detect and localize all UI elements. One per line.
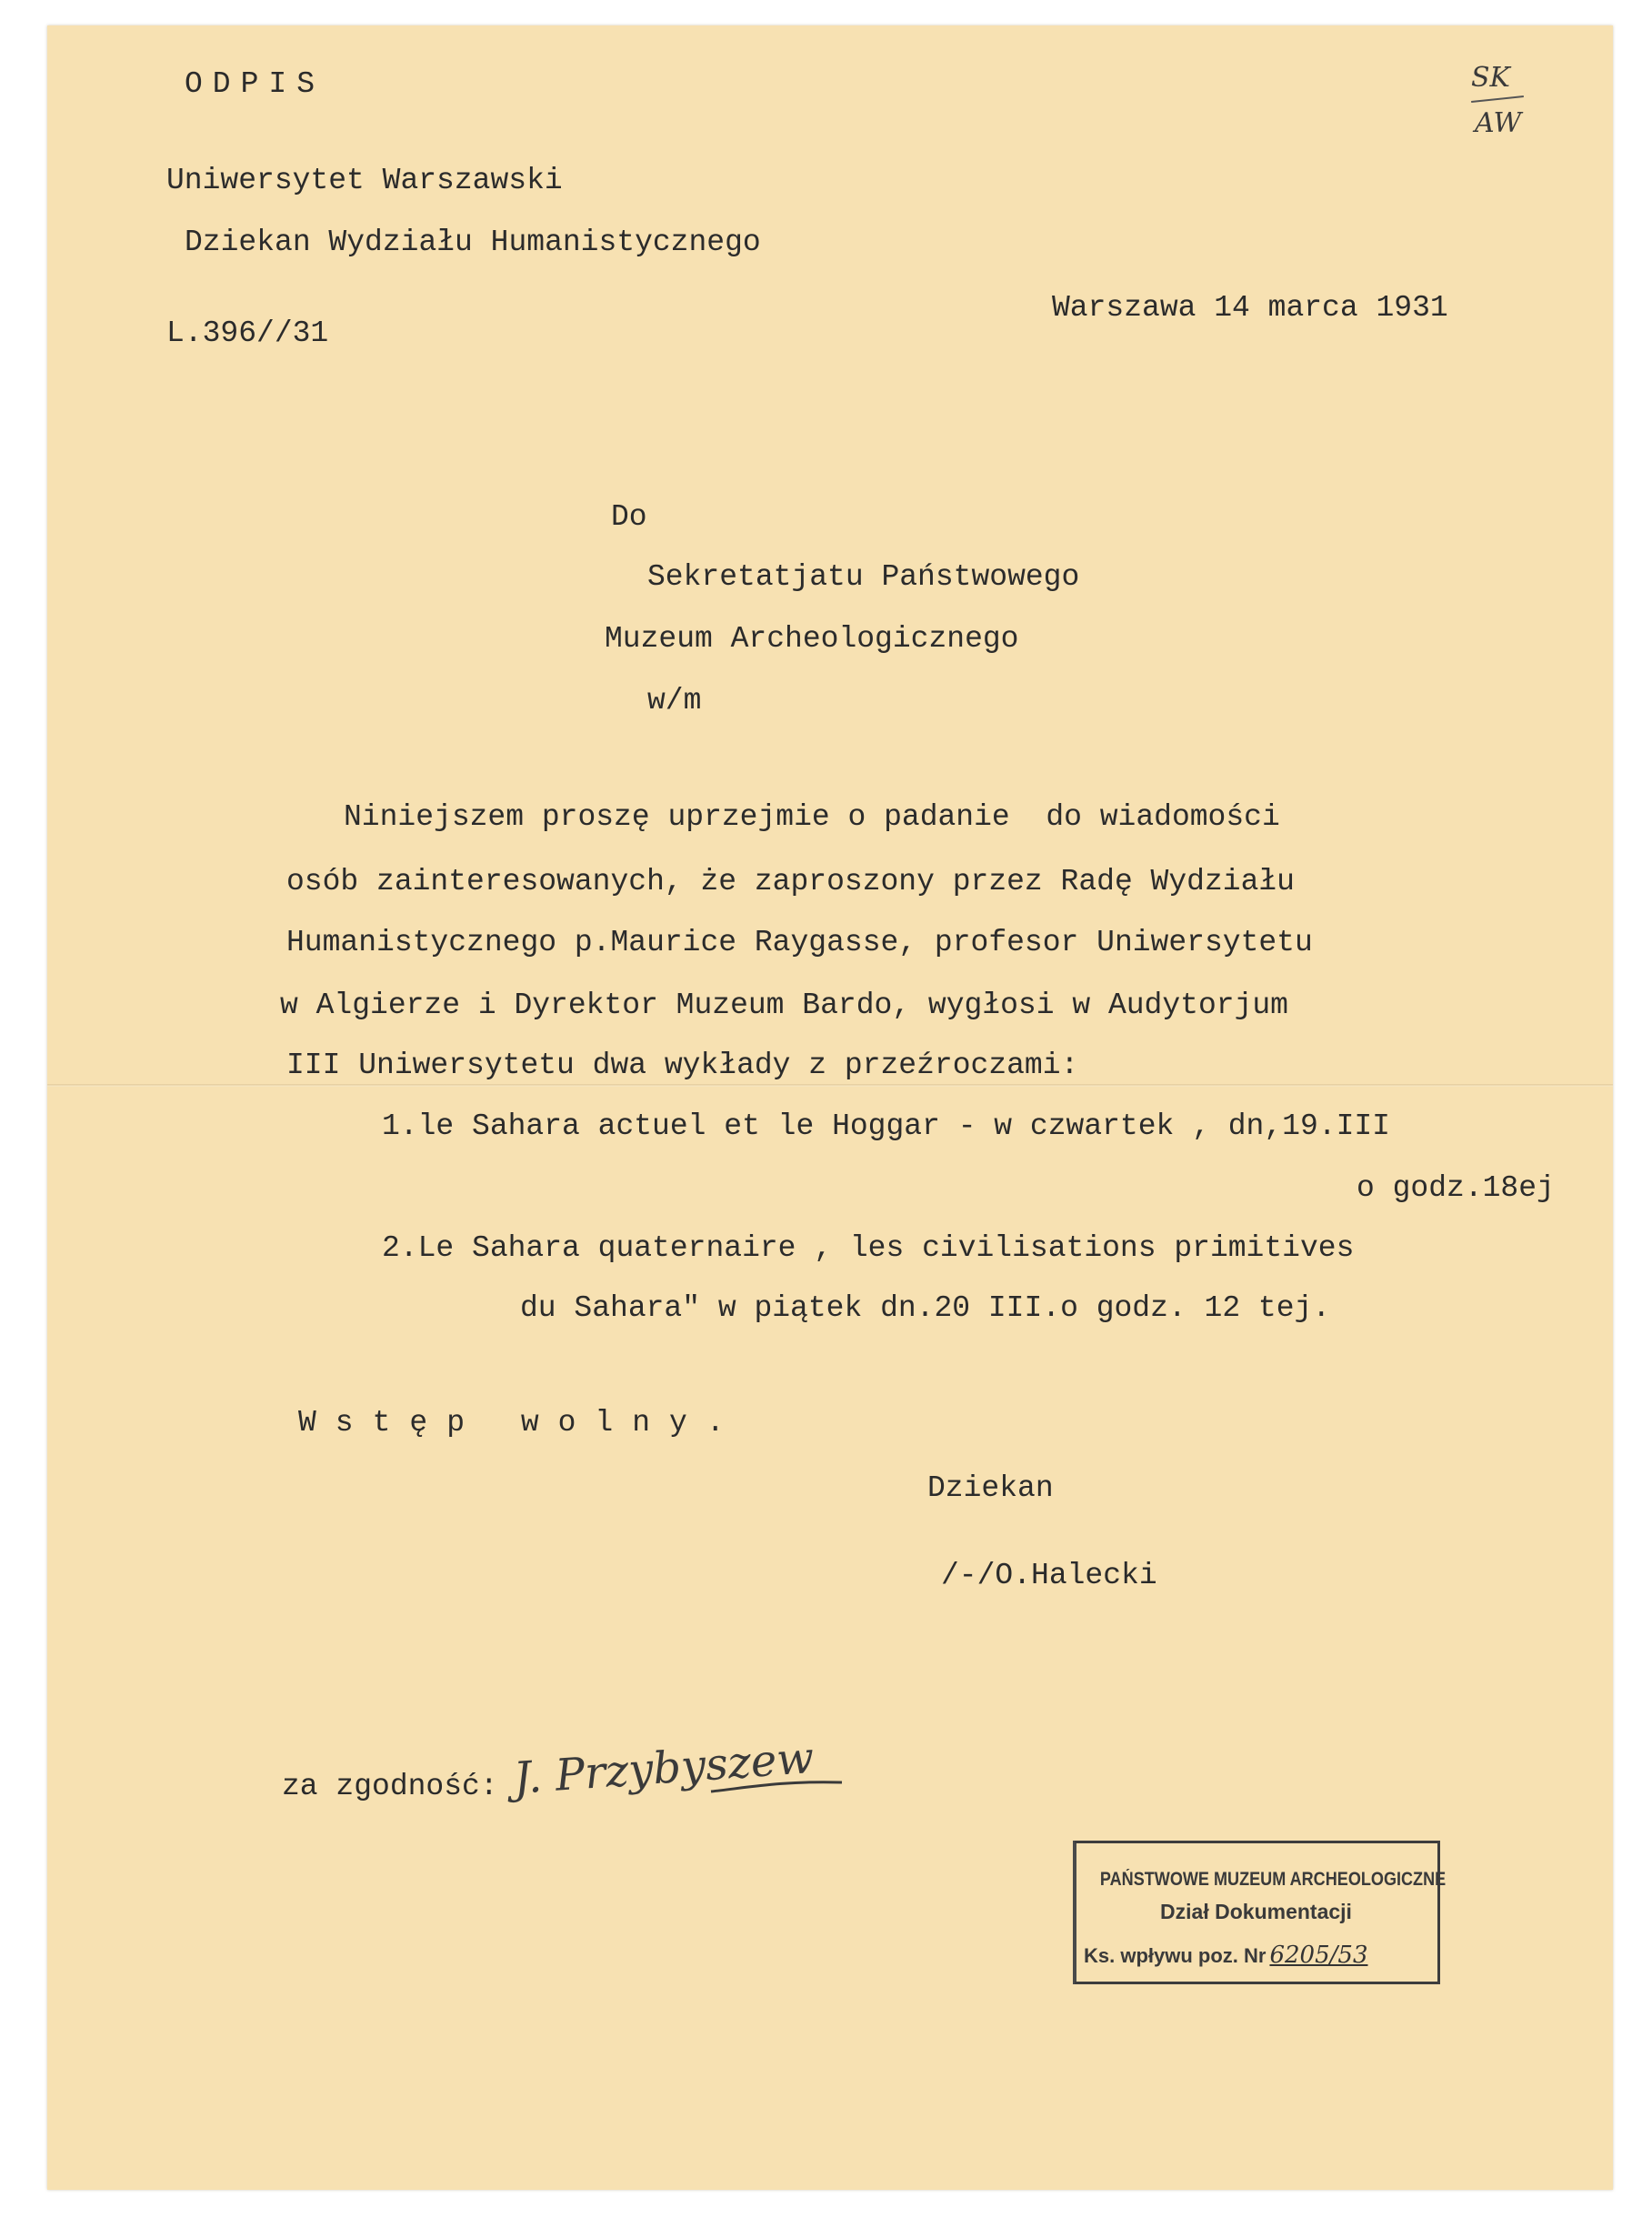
signature-title: Dziekan [927,1471,1054,1505]
body-line-3: Humanistycznego p.Maurice Raygasse, profesor Uniwersytetu [286,926,1313,959]
handwritten-signature: J. Przybyszew [512,1731,816,1804]
stamp-line-3 [1084,1942,1367,1969]
archive-stamp [1075,1841,1447,1984]
body-line-5: III Uniwersytetu dwa wykłady z przeźroczami: [286,1049,1079,1082]
lecture-1-line: 1.le Sahara actuel et le Hoggar - w czwartek , dn,19.III [382,1109,1390,1143]
stamp-line-2: Dział Dokumentacji [1160,1900,1352,1923]
signature-name: /-/O.Halecki [941,1559,1157,1592]
recipient-line-1: Sekretatjatu Państwowego [647,560,1080,594]
body-line-1: Niniejszem proszę uprzejmie o padanie do wiadomości [344,800,1280,834]
recipient-line-2: Muzeum Archeologicznego [605,622,1019,656]
reference-number: L.396//31 [166,316,329,350]
corner-note-top: SK [1471,62,1510,94]
paper-fold-crease [47,1084,1613,1087]
stamp-entry-number: 6205/53 [1269,1942,1368,1969]
place-and-date: Warszawa 14 marca 1931 [1052,291,1448,325]
recipient-to: Do [611,500,647,534]
body-line-2: osób zainteresowanych, że zaproszony przez Radę Wydziału [286,865,1295,898]
recipient-line-3: w/m [647,684,702,718]
body-line-4: w Algierze i Dyrektor Muzeum Bardo, wygłosi w Audytorjum [280,989,1288,1022]
certification-label: za zgodność: [282,1770,498,1803]
copy-mark: ODPIS [185,67,325,101]
lecture-2-line-2: du Sahara" w piątek dn.20 III.o godz. 12 tej. [520,1291,1331,1325]
office-name: Dziekan Wydziału Humanistycznego [185,226,761,259]
signature-flourish [709,1771,846,1799]
institution-name: Uniwersytet Warszawski [166,164,563,197]
stamp-entry-label: Ks. wpływu poz. Nr [1084,1944,1267,1967]
stamp-line-1: PAŃSTWOWE MUZEUM ARCHEOLOGICZNE [1099,1869,1447,1890]
entry-note: Wstęp wolny. [298,1406,744,1440]
lecture-2-line-1: 2.Le Sahara quaternaire , les civilisations primitives [382,1231,1355,1265]
corner-note-bottom: AW [1475,107,1522,139]
lecture-1-time: o godz.18ej [1357,1171,1555,1205]
